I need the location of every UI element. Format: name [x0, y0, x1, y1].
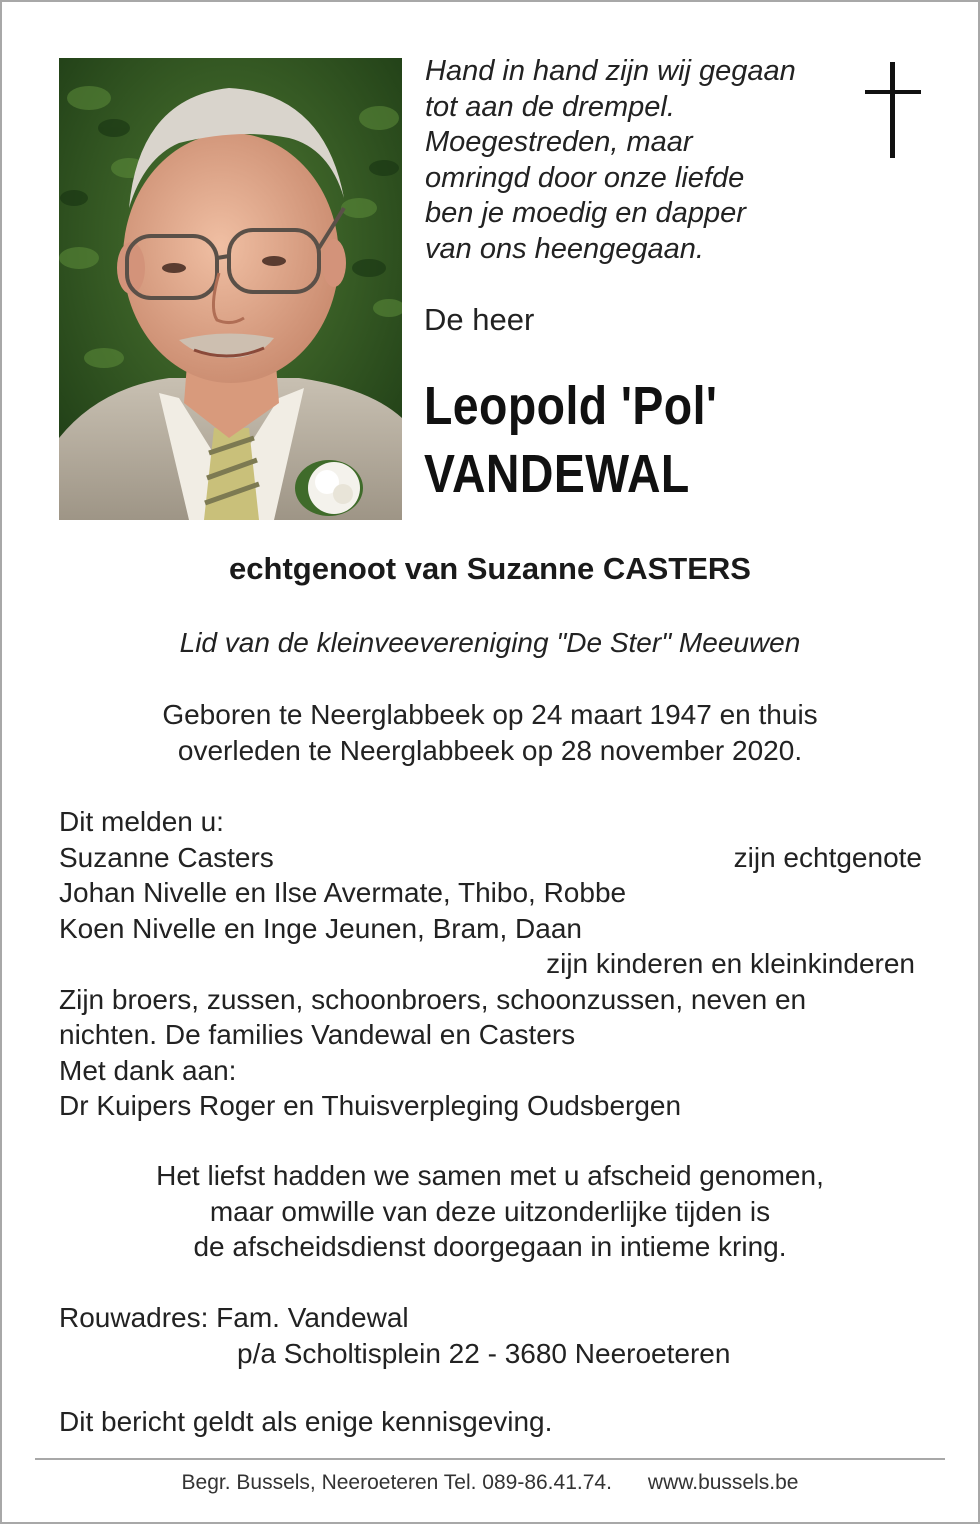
- deceased-last-name: VANDEWAL: [424, 444, 690, 504]
- poem-line: Hand in hand zijn wij gegaan: [425, 55, 796, 87]
- family-line: Zijn broers, zussen, schoonbroers, schoonzussen, neven en: [59, 983, 807, 1015]
- poem-line: ben je moedig en dapper: [425, 197, 746, 229]
- cross-icon: [863, 62, 923, 160]
- family-line: nichten. De families Vandewal en Casters: [59, 1019, 576, 1050]
- child-line: Koen Nivelle en Inge Jeunen, Bram, Daan: [59, 912, 582, 944]
- spouse-relation: zijn echtgenote: [733, 841, 922, 873]
- footer: [0, 1471, 980, 1495]
- children-relation: zijn kinderen en kleinkinderen: [546, 948, 915, 979]
- announce-row-children-relation: [59, 946, 929, 982]
- undertaker-info: Begr. Bussels, Neeroeteren Tel. 089-86.41.74.: [181, 1471, 612, 1494]
- spouse-name: Suzanne Casters: [59, 841, 274, 873]
- address-line: Rouwadres: Fam. Vandewal: [59, 1302, 409, 1333]
- footer-divider: [35, 1458, 945, 1460]
- membership-line: Lid van de kleinveevereniging "De Ster" Meeuwen: [179, 627, 801, 658]
- poem-line: van ons heengegaan.: [425, 232, 704, 265]
- notice-line: Dit bericht geldt als enige kennisgeving.: [59, 1406, 553, 1437]
- farewell-line: de afscheidsdienst doorgegaan in intieme kring.: [193, 1231, 787, 1262]
- birth-line: Geboren te Neerglabbeek op 24 maart 1947 en thuis: [162, 699, 818, 730]
- spouse-line: echtgenoot van Suzanne CASTERS: [229, 551, 751, 586]
- birth-death-text: [0, 697, 980, 768]
- address-line: p/a Scholtisplein 22 - 3680 Neeroeteren: [237, 1337, 731, 1369]
- announcement-list: [59, 804, 929, 1124]
- poem: [425, 54, 845, 267]
- poem-line: tot aan de drempel.: [425, 90, 675, 123]
- farewell-line: maar omwille van deze uitzonderlijke tijden is: [209, 1195, 771, 1227]
- deceased-first-name: Leopold 'Pol': [424, 376, 718, 436]
- child-line: Johan Nivelle en Ilse Avermate, Thibo, Robbe: [59, 877, 627, 908]
- mourning-address: [59, 1300, 929, 1371]
- thanks-intro: Met dank aan:: [59, 1054, 237, 1086]
- poem-line: Moegestreden, maar: [425, 126, 693, 158]
- deceased-name: [424, 372, 871, 508]
- announce-intro: Dit melden u:: [59, 806, 224, 837]
- website-link[interactable]: www.bussels.be: [647, 1471, 799, 1494]
- death-line: overleden te Neerglabbeek op 28 november 2020.: [177, 734, 803, 766]
- thanks-line: Dr Kuipers Roger en Thuisverpleging Oudsbergen: [59, 1090, 682, 1121]
- portrait-photo: [59, 58, 402, 520]
- farewell-line: Het liefst hadden we samen met u afscheid genomen,: [156, 1160, 824, 1191]
- portrait-illustration: [59, 58, 402, 520]
- deceased-title: De heer: [424, 302, 535, 337]
- farewell-text: [0, 1158, 980, 1265]
- announce-row-spouse: [59, 840, 929, 876]
- poem-line: omringd door onze liefde: [425, 161, 745, 194]
